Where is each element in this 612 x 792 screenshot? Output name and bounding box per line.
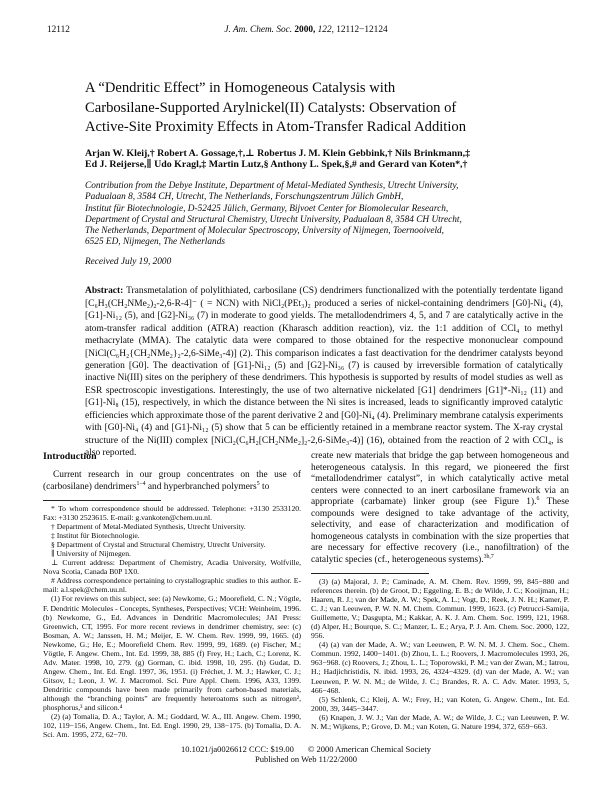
citation-pages: 12112−12124 <box>336 25 388 35</box>
published-line: Published on Web 11/22/2000 <box>254 754 358 764</box>
citation-year: 2000, <box>294 25 318 35</box>
front-matter <box>85 79 563 469</box>
footnote-affiliation: # Address correspondence pertaining to crystallographic studies to this author. E-mail: a.l.spek@chem.uu.nl. <box>43 576 301 595</box>
intro-right-text: create new materials that bridge the gap between homogeneous and heterogeneous catalysis. In this regard, we pioneered the first “metallodendrimer catalyst”, in which catalytically active metal centers were connected to an inert carbosilane framework via an appropriate (carbamate) linker group (see Figure 1). <box>311 451 569 507</box>
footnotes-left <box>43 500 301 739</box>
intro-paragraph-left <box>43 470 301 493</box>
title-line: Active-Site Proximity Effects in Atom-Transfer Radical Addition <box>85 119 467 135</box>
page-footer <box>0 744 612 764</box>
affiliation-line: Contribution from the Debye Institute, Department of Metal-Mediated Synthesis, Utrecht University, <box>85 181 459 192</box>
author-list <box>85 148 563 172</box>
page-number: 12112 <box>47 25 70 35</box>
footnote-reference-2: (2) (a) Tomalia, D. A.; Taylor, A. M.; Goddard, W. A., III. Angew. Chem. 1990, 102, 119−156, Angew. Chem., Int. Ed. Engl. 1990, 29, 138−175. (b) Tomalia, D. A. Sci. Am. 1995, 272, 62−70. <box>43 712 301 740</box>
intro-left-text: and hyperbranched polymers <box>145 481 257 492</box>
reference-superscript: 1−4 <box>136 480 146 487</box>
received-date: Received July 19, 2000 <box>85 257 172 268</box>
footnote-affiliation: ‡ Institut für Biotechnologie. <box>51 531 140 541</box>
footnote-correspondence: * To whom correspondence should be addressed. Telephone: +3130 2533120. Fax: +3130 2523615. E-mail: g.vankoten@chem.uu.nl. <box>43 504 301 523</box>
intro-left-text: to <box>259 481 270 492</box>
doi-copyright-line <box>0 744 612 754</box>
affiliation-line: The Netherlands, Department of Molecular Spectroscopy, University of Nijmegen, Toernooiveld, <box>85 225 444 236</box>
footnote-reference-4: (4) (a) van der Made, A. W.; van Leeuwen, P. W. N. M. J. Chem. Soc., Chem. Commun. 1992, 1400−1401. (b) Zhou, L. L.; Roovers, J. Macromolecules 1993, 26, 963−968. (c) Roovers, J.; Zhou, L. L.; Toporowski, P. M.; van der Zwan, M.; Iatrou, H.; Hadjichristidis, N. ibid. 1993, 26, 4324−4329. (d) van der Made, A. W.; van Leeuwen, P. W. N. M.; de Wilde, J. C.; Brandes, R. A. C. Adv. Mater. 1993, 5, 466−468. <box>311 640 569 695</box>
reference-superscript: 6 <box>536 495 540 502</box>
footnote-affiliation: ∥ University of Nijmegen. <box>51 549 131 559</box>
citation-volume: 122, <box>317 25 337 35</box>
right-column <box>311 451 569 743</box>
footnote-reference-6: (6) Knapen, J. W. J.; Van der Made, A. W.; de Wilde, J. C.; van Leeuwen, P. W. N. M.; Wijkens, P.; Grove, D. M.; van Koten, G. Nature 1994, 372, 659−663. <box>311 712 569 731</box>
affiliation-line: 6525 ED, Nijmegen, The Netherlands <box>85 237 225 248</box>
section-heading-introduction: Introduction <box>43 451 97 462</box>
reference-superscript: 5 <box>256 480 260 487</box>
doi-text: 10.1021/ja0026612 CCC: $19.00 <box>181 744 294 754</box>
intro-paragraph-right <box>311 451 569 566</box>
abstract-text: Transmetalation of polylithiated, carbosilane (CS) dendrimers functionalized with the potentially terdentate ligand [C₆H₃(CH₂NMe₂)₂-2,6-R-4]⁻ ( = NCN) with NiCl₂(PEt₃)₂ produced a series of nickel-containing dendrimers [G0]-Ni₄ (4), [G1]-Ni₁₂ (5), and [G2]-Ni₃₆ (7) in moderate to good yields. The metallodendrimers 4, 5, and 7 are catalytically active in the atom-transfer radical addition (ATRA) reaction (Kharasch addition reaction), viz. the 1:1 addition of CCl₄ to methyl methacrylate (MMA). The catalytic data were compared to those obtained for the respective mononuclear compound [NiCl(C₆H₂{CH₂NMe₂}₂-2,6-SiMe₃-4)] (2). This comparison indicates a fast deactivation for the dendrimer catalysts beyond generation [G0]. The deactivation of [G1]-Ni₁₂ (5) and [G2]-Ni₃₆ (7) is caused by irreversible formation of catalytically inactive Ni(III) sites on the periphery of these dendrimers. This hypothesis is supported by results of model studies as well as ESR spectroscopic investigations. Interestingly, the use of two alternative nickelated [G1] dendrimers [G1]*-Ni₁₂ (11) and [G1]-Ni₈ (15), respectively, in which the distance between the Ni sites is increased, leads to significantly improved catalytic efficiencies which approximate those of the parent derivative 2 and [G0]-Ni₄ (4). Preliminary membrane catalysis experiments with [G0]-Ni₄ (4) and [G1]-Ni₁₂ (5) show that 5 can be efficiently retained in a membrane reactor system. The X-ray crystal structure of the Ni(III) complex [NiCl₂(C₆H₂[CH₂NMe₂]₂-2,6-SiMe₃-4)] (16), obtained from the reaction of 2 with CCl₄, is also reported. <box>85 286 563 459</box>
title-line: A “Dendritic Effect” in Homogeneous Catalysis with <box>85 80 396 96</box>
intro-left-text: Current research in our group concentrates on the use of (carbosilane) dendrimers <box>43 470 301 492</box>
abstract-label: Abstract: <box>85 286 127 297</box>
title-line: Carbosilane-Supported Arylnickel(II) Catalysts: Observation of <box>85 99 457 116</box>
author-line: Arjan W. Kleij,† Robert A. Gossage,†,⊥ Robertus J. M. Klein Gebbink,† Nils Brinkmann,‡ <box>85 147 471 159</box>
footnote-rule <box>43 500 161 501</box>
journal-name: J. Am. Chem. Soc. <box>224 25 295 35</box>
footnote-reference-5: (5) Schlenk, C.; Kleij, A. W.; Frey, H.; van Koten, G. Angew. Chem., Int. Ed. 2000, 39, 3445−3447. <box>311 694 569 713</box>
affiliation-block <box>85 181 563 248</box>
footnote-rule <box>311 573 429 574</box>
article-title <box>85 79 563 138</box>
copyright-text: © 2000 American Chemical Society <box>307 744 431 754</box>
footnote-affiliation: † Department of Metal-Mediated Synthesis, Utrecht University. <box>51 522 246 532</box>
footnotes-right <box>311 573 569 731</box>
footnote-reference-1: (1) For reviews on this subject, see: (a) Newkome, G.; Moorefield, C. N.; Vögtle, F. Dendritic Molecules - Concepts, Syntheses, Perspectives; VCH: Weinheim, 1996. (b) Newkome, G., Ed. Advances in Dendritic Macromolecules; JAI Press: Greenwich, CT, 1995. For more recent reviews in dendrimer chemistry, see: (c) Bosman, A. W.; Janssen, H. M.; Meijer, E. W. Chem. Rev. 1999, 99, 1665. (d) Newkome, G.; He, E.; Moorefield Chem. Rev. 1999, 99, 1689. (e) Fischer, M.; Vögtle, F. Angew. Chem., Int. Ed. 1999, 38, 885 (f) Frey, H.; Lach, C.; Lorenz, K. Adv. Mater. 1998, 10, 279. (g) Gorman, C. ibid. 1998, 10, 295. (h) Gudat, D. Angew. Chem., Int. Ed. Engl. 1997, 36, 1951. (i) Fréchet, J. M. J.; Hawker, C. J.; Gitsov, I.; Leon, J. W. J. Macromol. Sci. Pure Appl. Chem. 1996, A33, 1399. Dendritic compounds have been made primarily from carbon-based materials, although the “branching points” are frequently heteroatoms such as nitrogen², phosphorus,³ and silicon.⁴ <box>43 594 301 713</box>
footnote-reference-3: (3) (a) Majoral, J. P.; Caminade, A. M. Chem. Rev. 1999, 99, 845−880 and references therein. (b) de Groot, D.; Eggeling, E. B.; de Wilde, J. C.; Kooijman, H.; Haaren, R. J.; van der Made, A. W.; Spek, A. L.; Vogt, D.; Reek, J. N. H.; Kamer, P. C. J.; van Leeuwen, P. W. N. M. Chem. Commun. 1999, 1623. (c) Petrucci-Samija, Guillemette, V.; Dasgupta, M.; Kakkar, A. K. J. Am. Chem. Soc. 1999, 121, 1968. (d) Alper, H.; Bourque, S. C.; Manzer, L. E.; Arya, P. J. Am. Chem. Soc. 2000, 122, 956. <box>311 577 569 641</box>
footnote-affiliation: § Department of Crystal and Structural Chemistry, Utrecht University. <box>51 540 266 550</box>
two-column-body <box>43 451 569 743</box>
author-line: Ed J. Reijerse,∥ Udo Kragl,‡ Martin Lutz,§ Anthony L. Spek,§,# and Gerard van Koten*,† <box>85 159 468 171</box>
intro-right-text: These compounds were designed to take advantage of the activity, selectivity, and ease of characterization and modification of homogeneous catalysts in combination with the size properties that are necessary for effective recovery (i.e., nanofiltration) of the catalytic species (cf., heterogeneous systems). <box>311 497 569 565</box>
affiliation-line: Padualaan 8, 3584 CH, Utrecht, The Netherlands, Forschungszentrum Jülich GmbH, <box>85 192 404 203</box>
journal-citation <box>47 25 565 35</box>
reference-superscript: 3b,7 <box>483 553 494 560</box>
running-head <box>47 25 565 37</box>
left-column <box>43 451 301 743</box>
footnote-affiliation: ⊥ Current address: Department of Chemistry, Acadia University, Wolfville, Nova Scotia, Canada B0P 1X0. <box>43 558 301 577</box>
abstract <box>85 285 563 459</box>
affiliation-line: Institut für Biotechnologie, D-52425 Jülich, Germany, Bijvoet Center for Biomolecular Research, <box>85 203 449 214</box>
affiliation-line: Department of Crystal and Structural Chemistry, Utrecht University, Padualaan 8, 3584 CH Utrecht, <box>85 214 462 225</box>
